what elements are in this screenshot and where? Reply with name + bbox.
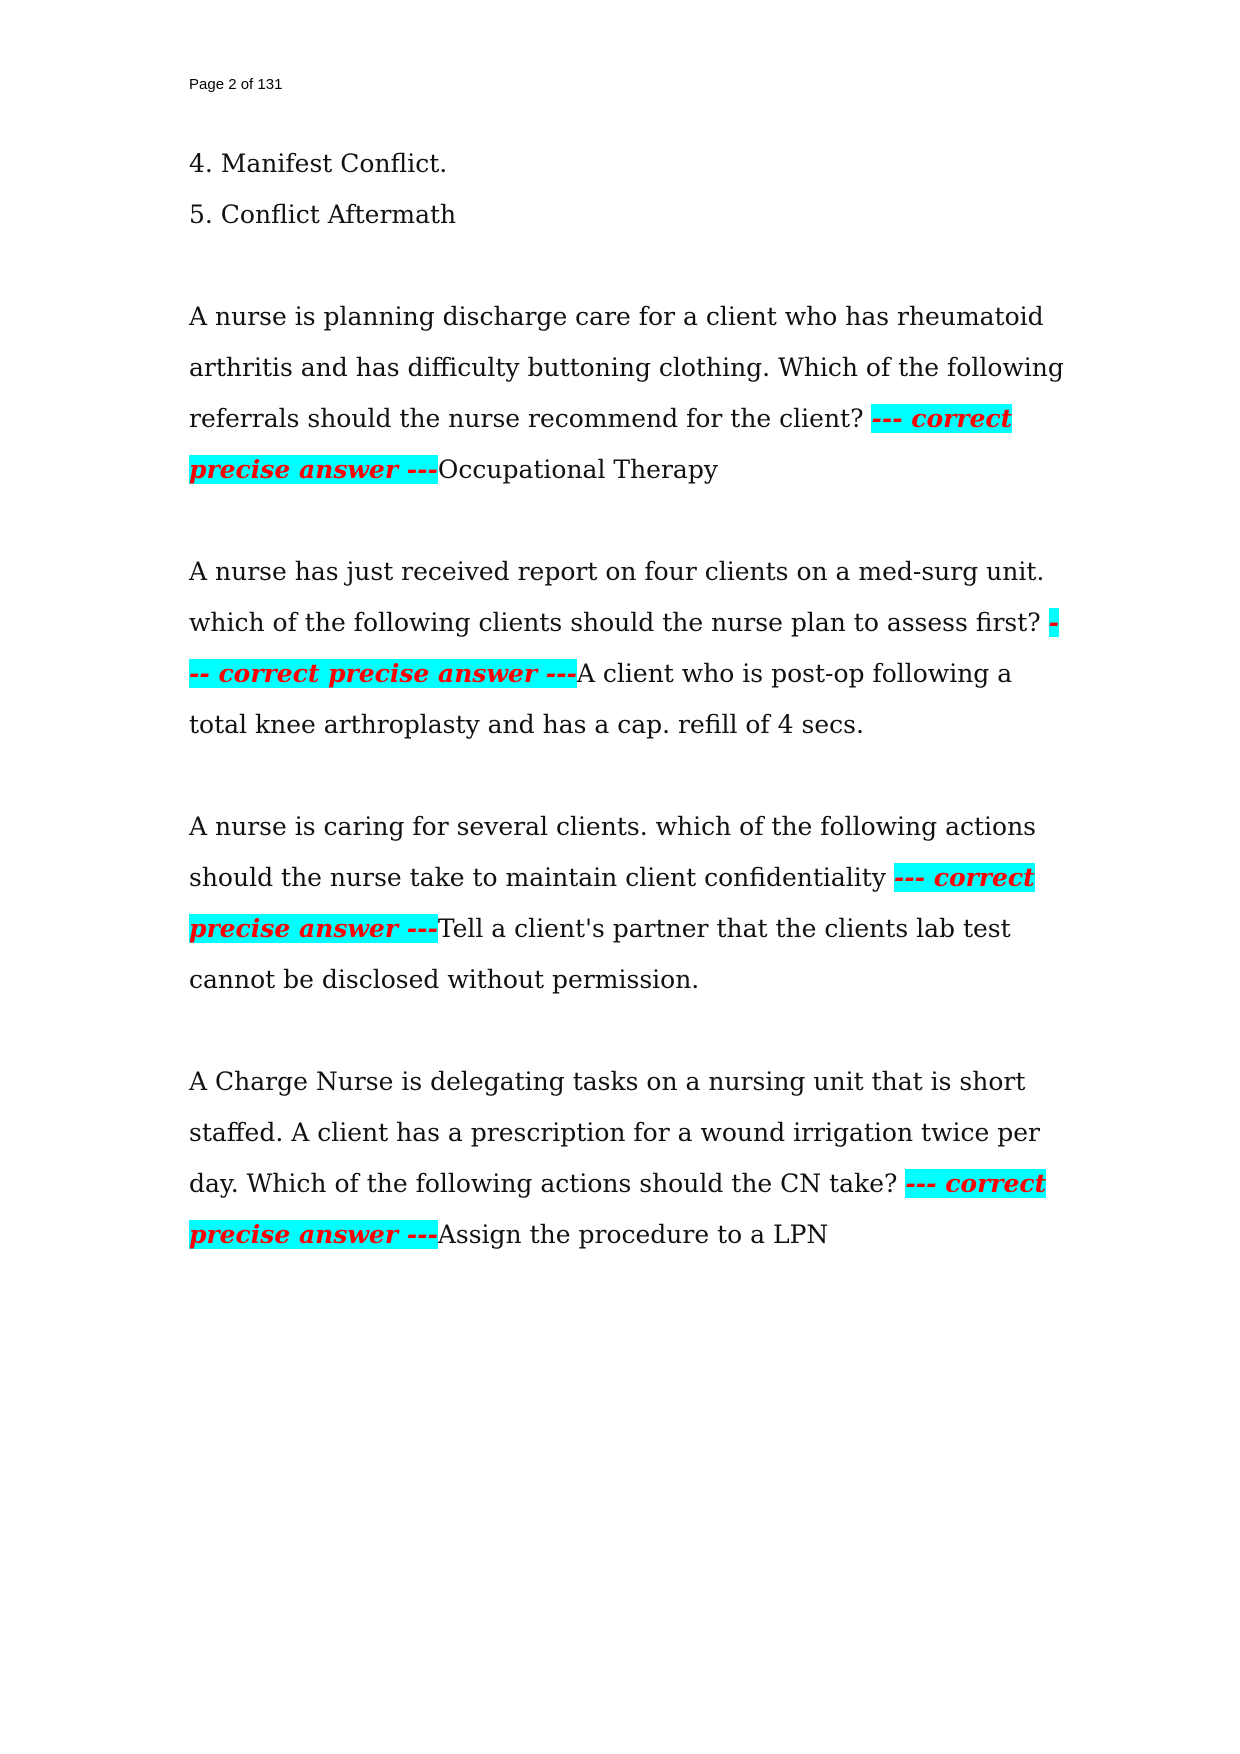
document-body	[189, 138, 1069, 1311]
page-number: Page 2 of 131	[189, 76, 283, 93]
list-item: 4. Manifest Conflict.	[189, 149, 448, 178]
answer-text: A client who is post-op following a total knee arthroplasty and has a cap. refill of 4 secs.	[189, 659, 1013, 739]
question-text: A Charge Nurse is delegating tasks on a nursing unit that is short staffed. A client has a prescription for a wound irrigation twice per day. Which of the following actions should the CN take?	[189, 1067, 1040, 1198]
question-block	[189, 546, 1069, 750]
answer-marker: --- correct precise answer ---	[189, 608, 1060, 688]
question-block	[189, 801, 1069, 1005]
question-text: A nurse has just received report on four clients on a med-surg unit. which of the following clients should the nurse plan to assess first?	[189, 557, 1049, 637]
conflict-stages-list	[189, 138, 1069, 240]
list-item: 5. Conflict Aftermath	[189, 200, 457, 229]
question-block	[189, 1056, 1069, 1260]
answer-marker: --- correct precise answer ---	[189, 1169, 1047, 1249]
question-text: A nurse is caring for several clients. which of the following actions should the nurse take to maintain client confidentiality	[189, 812, 1037, 892]
question-block	[189, 291, 1069, 495]
answer-text: Occupational Therapy	[437, 455, 718, 484]
question-text: A nurse is planning discharge care for a client who has rheumatoid arthritis and has difficulty buttoning clothing. Which of the following referrals should the nurse recommend for the client?	[189, 302, 1064, 433]
answer-text: Tell a client's partner that the clients lab test cannot be disclosed without permission.	[189, 914, 1011, 994]
answer-text: Assign the procedure to a LPN	[437, 1220, 829, 1249]
answer-marker: --- correct precise answer ---	[189, 863, 1035, 943]
answer-marker: --- correct precise answer ---	[189, 404, 1013, 484]
